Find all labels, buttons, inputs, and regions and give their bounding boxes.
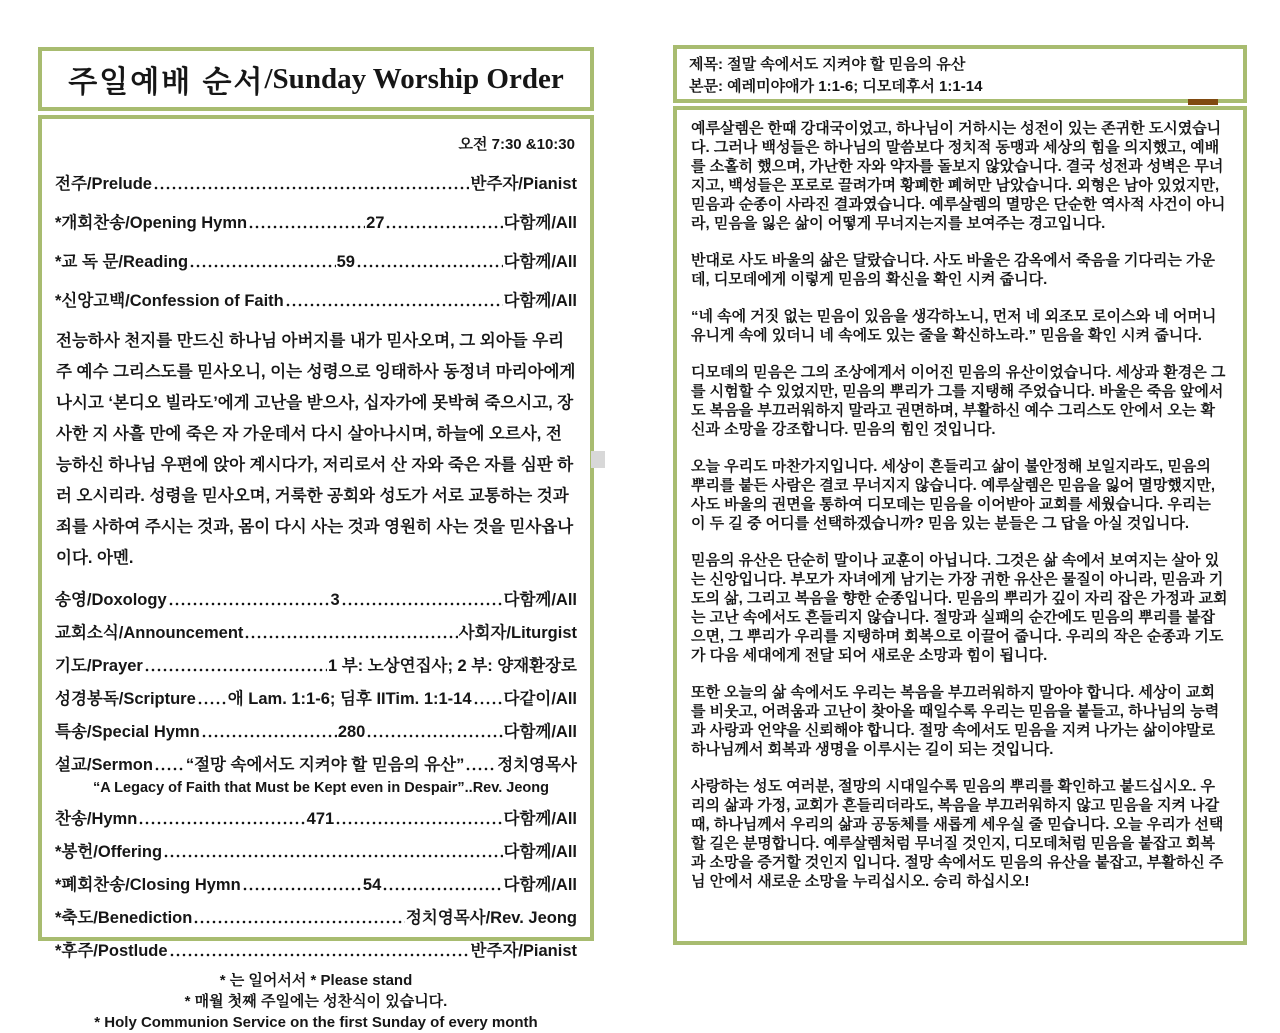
dot-leader bbox=[201, 733, 337, 739]
order-item-attribution: 다함께/All bbox=[503, 253, 578, 271]
order-item-attribution: 다함께/All bbox=[503, 843, 577, 861]
dot-leader bbox=[248, 224, 365, 230]
dot-leader bbox=[473, 700, 503, 706]
dot-leader bbox=[163, 853, 502, 859]
order-item-label: 교회소식/Announcement bbox=[55, 624, 244, 642]
service-times: 오전 7:30 &10:30 bbox=[458, 136, 575, 153]
dot-leader bbox=[169, 952, 470, 958]
dot-leader bbox=[193, 919, 405, 925]
order-item-label: *축도/Benediction bbox=[55, 909, 193, 927]
sermon-paragraph: 오늘 우리도 마찬가지입니다. 세상이 흔들리고 삶이 불안정해 보일지라도, 믿음의 뿌리를 붙든 사람은 결코 무너지지 않습니다. 예루살렘은 믿음을 잃어 멸망했지만, 사도 바울의 권면을 통하여 디모데는 믿음을 이어받아 교회를 세웠습니다. 우리는 이 두 길 중 어디를 선택하겠습니까? 믿음 있는 분들은 그 답을 아실 것입니다. bbox=[691, 458, 1216, 532]
footnotes bbox=[55, 970, 577, 1033]
order-item-label: 기도/Prayer bbox=[55, 657, 143, 675]
sermon-title-line: 제목: 절말 속에서도 지켜야 할 믿음의 유산 bbox=[689, 56, 966, 73]
worship-order-line bbox=[55, 805, 577, 829]
highlight-mark bbox=[1188, 99, 1218, 105]
sermon-paragraph: 또한 오늘의 삶 속에서도 우리는 복음을 부끄러워하지 말아야 합니다. 세상이 교회를 비웃고, 어려움과 고난이 찾아올 때일수록 우리는 믿음을 붙들고, 하나님의 능력과 사랑과 언약을 신뢰해야 합니다. 절망 속에서도 믿음을 지켜 나가는 삶이야말로 하나님께서 회복과 생명을 이루시는 길이 되는 것입니다. bbox=[691, 684, 1220, 758]
order-item-attribution: 정치영목사 bbox=[497, 756, 577, 774]
dot-leader bbox=[154, 766, 185, 772]
order-item-value: 471 bbox=[306, 810, 335, 828]
order-item-label: 전주/Prelude bbox=[55, 175, 152, 193]
worship-order-line bbox=[55, 652, 577, 676]
sermon-english-subtitle: “A Legacy of Faith that Must be Kept even in Despair”..Rev. Jeong bbox=[92, 780, 549, 796]
worship-order-line bbox=[55, 248, 577, 272]
order-item-value: 54 bbox=[362, 876, 382, 894]
worship-order-title-box bbox=[38, 47, 594, 111]
order-item-label: *봉헌/Offering bbox=[55, 843, 163, 861]
order-item-label: *신앙고백/Confession of Faith bbox=[55, 292, 284, 310]
apostles-creed-text: 전능하사 천지를 만드신 하나님 아버지를 내가 믿사오며, 그 외아들 우리 주 예수 그리스도를 믿사오니, 이는 성령으로 잉태하사 동정녀 마리아에게 나시고 ‘본디오 빌라도’에게 고난을 받으사, 십자가에 못박혀 죽으시고, 장사한 지 사흘 만에 죽은 자 가운데서 다시 살아나시며, 하늘에 오르사, 전능하신 하나님 우편에 앉아 계시다가, 저리로서 산 자와 죽은 자를 심판 하러 오시리라. 성령을 믿사오며, 거룩한 공회와 성도가 서로 교통하는 것과 죄를 사하여 주시는 것과, 몸이 다시 사는 것과 영원히 사는 것을 믿사옵나이다. 아멘. bbox=[56, 332, 576, 567]
order-item-label: 송영/Doxology bbox=[55, 591, 167, 609]
dot-leader bbox=[335, 820, 502, 826]
sermon-paragraph: 사랑하는 성도 여러분, 절망의 시대일수록 믿음의 뿌리를 확인하고 붙드십시오. 우리의 삶과 가정, 교회가 흔들리더라도, 복음을 부끄러워하지 않고 믿음을 지켜 나갈 때, 하나님께서 우리의 삶과 공동체를 새롭게 세우실 줄 믿습니다. 오늘 우리가 선택할 길은 분명합니다. 예루살렘처럼 무너질 것인지, 디모데처럼 믿음을 붙잡고 회복과 소망을 증거할 것인지 입니다. 절망 속에서도 믿음의 유산을 붙잡고, 부활하신 주님 안에서 새로운 소망을 누리십시오. 승리 하십시오! bbox=[691, 778, 1224, 890]
order-item-label: *후주/Postlude bbox=[55, 942, 168, 960]
dot-leader bbox=[356, 263, 503, 269]
dot-leader bbox=[385, 224, 502, 230]
dot-leader bbox=[465, 766, 496, 772]
worship-order-list-main bbox=[55, 586, 577, 961]
footnote-line: * 는 일어서서 * Please stand bbox=[219, 972, 413, 989]
sermon-paragraph: 믿음의 유산은 단순히 말이나 교훈이 아닙니다. 그것은 삶 속에서 보여지는 살아 있는 신앙입니다. 부모가 자녀에게 남기는 가장 귀한 유산은 물질이 아니라, 믿음과 기도의 삶, 그리고 복음을 향한 순종입니다. 믿음의 뿌리가 깊이 자리 잡은 가정과 교회는 고난 속에서도 흔들리지 않습니다. 절망과 실패의 순간에도 믿음의 뿌리를 붙잡으면, 그 뿌리가 우리를 지탱하며 회복으로 이끌어 줍니다. 우리의 작은 순종과 기도가 다음 세대에게 전달 되어 새로운 소망과 힘이 됩니다. bbox=[691, 552, 1228, 664]
order-item-label: 설교/Sermon bbox=[55, 756, 153, 774]
sermon-header-box bbox=[673, 45, 1247, 103]
order-item-attribution: 다함께/All bbox=[503, 292, 577, 310]
order-item-attribution: 다함께/All bbox=[503, 810, 577, 828]
dot-leader bbox=[242, 886, 362, 892]
worship-order-line bbox=[55, 751, 577, 775]
sermon-body-box bbox=[673, 106, 1247, 945]
page-title-english: /Sunday Worship Order bbox=[264, 62, 564, 95]
worship-order-line bbox=[55, 718, 577, 742]
order-item-value: 애 Lam. 1:1-6; 딤후 IITim. 1:1-14 bbox=[227, 690, 472, 708]
worship-order-line bbox=[55, 871, 577, 895]
worship-order-line bbox=[55, 619, 577, 643]
worship-order-line bbox=[55, 170, 577, 194]
sermon-scripture-line: 본문: 예레미야애가 1:1-6; 디모데후서 1:1-14 bbox=[689, 78, 983, 95]
order-item-label: *교 독 문/Reading bbox=[55, 253, 189, 271]
order-item-attribution: 다같이/All bbox=[503, 690, 577, 708]
sermon-paragraph: “네 속에 거짓 없는 믿음이 있음을 생각하노니, 먼저 네 외조모 로이스와 네 어머니 유니게 속에 있더니 네 속에도 있는 줄을 확신하노라.” 믿음을 확인 시켜 줍니다. bbox=[691, 308, 1217, 344]
dot-leader bbox=[144, 667, 327, 673]
dot-leader bbox=[285, 302, 503, 308]
order-item-label: *개회찬송/Opening Hymn bbox=[55, 214, 248, 232]
order-item-attribution: 반주자/Pianist bbox=[470, 942, 577, 960]
order-item-attribution: 다함께/All bbox=[503, 214, 577, 232]
dot-leader bbox=[366, 733, 502, 739]
order-item-label: *폐회찬송/Closing Hymn bbox=[55, 876, 241, 894]
order-item-attribution: 다함께/All bbox=[503, 876, 578, 894]
worship-order-line bbox=[55, 209, 577, 233]
order-item-attribution: 다함께/All bbox=[503, 591, 578, 609]
order-item-value: 3 bbox=[330, 591, 340, 609]
order-item-value: 27 bbox=[366, 214, 385, 232]
dot-leader bbox=[382, 886, 502, 892]
order-item-attribution: 사회자/Liturgist bbox=[458, 624, 577, 642]
footnote-line: * 매월 첫째 주일에는 성찬식이 있습니다. bbox=[184, 993, 448, 1010]
footnote-line: * Holy Communion Service on the first Sunday of every month bbox=[94, 1014, 538, 1031]
dot-leader bbox=[244, 634, 457, 640]
worship-order-line bbox=[55, 586, 577, 610]
scrollbar-artifact bbox=[591, 451, 605, 468]
dot-leader bbox=[168, 601, 330, 607]
worship-order-box bbox=[38, 115, 594, 1031]
order-item-value: 280 bbox=[337, 723, 366, 741]
dot-leader bbox=[341, 601, 503, 607]
dot-leader bbox=[189, 263, 336, 269]
worship-order-line bbox=[55, 838, 577, 862]
order-item-attribution: 정치영목사/Rev. Jeong bbox=[405, 909, 577, 927]
worship-order-line bbox=[55, 685, 577, 709]
worship-order-line bbox=[55, 287, 577, 311]
sermon-paragraph: 디모데의 믿음은 그의 조상에게서 이어진 믿음의 유산이었습니다. 세상과 환경은 그를 시험할 수 있었지만, 믿음의 뿌리가 그를 지탱해 주었습니다. 바울은 죽음 앞에서도 복음을 부끄러워하지 말라고 권면하며, 부활하신 예수 그리스도 안에서 오는 확신과 소망을 강조합니다. 믿음의 힘인 것입니다. bbox=[691, 364, 1226, 438]
worship-order-line bbox=[55, 937, 577, 961]
order-item-label: 찬송/Hymn bbox=[55, 810, 138, 828]
dot-leader bbox=[138, 820, 305, 826]
order-item-attribution: 1 부: 노상연집사; 2 부: 양재환장로 bbox=[327, 657, 577, 675]
order-item-value: “절망 속에서도 지켜야 할 믿음의 유산” bbox=[185, 756, 465, 774]
order-item-label: 특송/Special Hymn bbox=[55, 723, 200, 741]
page-title-korean: 주일예배 순서 bbox=[68, 66, 265, 99]
dot-leader bbox=[197, 700, 227, 706]
order-item-value: 59 bbox=[336, 253, 355, 271]
order-item-label: 성경봉독/Scripture bbox=[55, 690, 196, 708]
worship-order-list-opening bbox=[55, 170, 577, 311]
order-item-attribution: 다함께/All bbox=[503, 723, 578, 741]
worship-order-line bbox=[55, 904, 577, 928]
order-item-attribution: 반주자/Pianist bbox=[470, 175, 577, 193]
sermon-paragraph: 반대로 사도 바울의 삶은 달랐습니다. 사도 바울은 감옥에서 죽음을 기다리는 가운데, 디모데에게 이렇게 믿음의 확신을 확인 시켜 줍니다. bbox=[691, 252, 1216, 288]
sermon-paragraph: 예루살렘은 한때 강대국이었고, 하나님이 거하시는 성전이 있는 존귀한 도시였습니다. 그러나 백성들은 하나님의 말씀보다 정치적 동맹과 세상의 힘을 의지했고, 예배를 소홀히 했으며, 가난한 자와 약자를 돌보지 않았습니다. 결국 성전과 성벽은 무너지고, 백성들은 포로로 끌려가며 황폐한 폐허만 남았습니다. 외형은 남아 있었지만, 믿음과 순종이 사라진 결과였습니다. 예루살렘의 멸망은 단순한 역사적 사건이 아니라, 믿음을 잃은 삶이 어떻게 무너지는지를 보여주는 경고입니다. bbox=[691, 120, 1226, 232]
dot-leader bbox=[153, 185, 470, 191]
